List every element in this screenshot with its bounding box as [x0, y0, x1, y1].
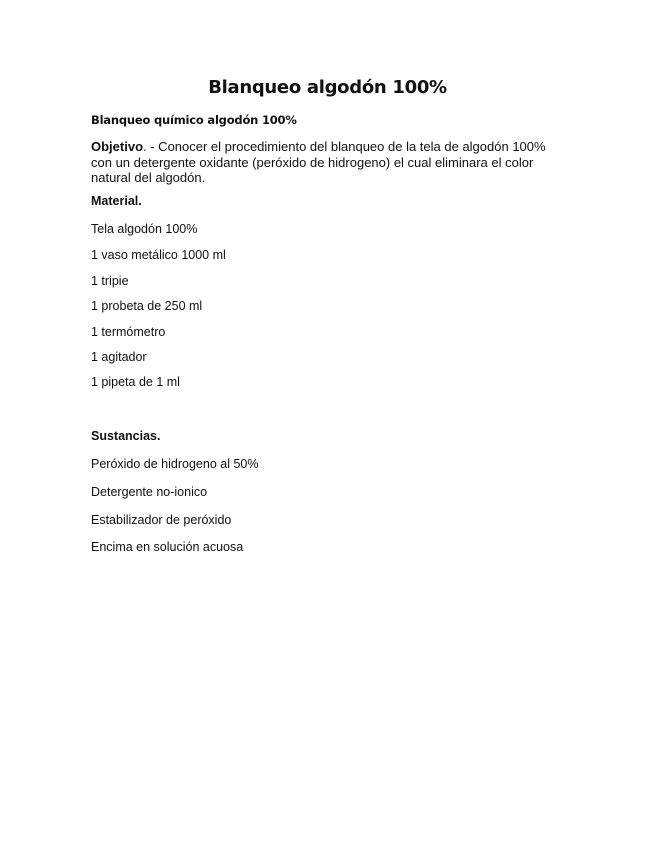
sustancia-item: Encima en solución acuosa [91, 540, 244, 554]
sustancia-item: Peróxido de hidrogeno al 50% [91, 457, 259, 471]
material-item: 1 agitador [91, 350, 147, 364]
material-item: 1 tripie [91, 274, 129, 288]
material-item: 1 pipeta de 1 ml [91, 375, 180, 389]
material-item: 1 probeta de 250 ml [91, 299, 203, 313]
material-item: 1 termómetro [91, 325, 166, 339]
sustancia-item: Estabilizador de peróxido [91, 513, 232, 527]
material-item: Tela algodón 100% [91, 222, 198, 236]
sustancias-heading: Sustancias. [91, 429, 161, 443]
sustancia-item: Detergente no-ionico [91, 485, 208, 499]
objective-text: . - Conocer el procedimiento del blanqueo de la tela de algodón 100% con un detergente oxidante (peróxido de hidrogeno) el cual eliminara el color natural del algodón. [91, 139, 546, 185]
material-item: 1 vaso metálico 1000 ml [91, 248, 226, 262]
objective-label: Objetivo [91, 139, 144, 154]
objective-paragraph [91, 139, 561, 186]
material-heading: Material. [91, 194, 142, 208]
document-title: Blanqueo algodón 100% [208, 77, 447, 98]
document-subtitle: Blanqueo químico algodón 100% [91, 113, 297, 127]
